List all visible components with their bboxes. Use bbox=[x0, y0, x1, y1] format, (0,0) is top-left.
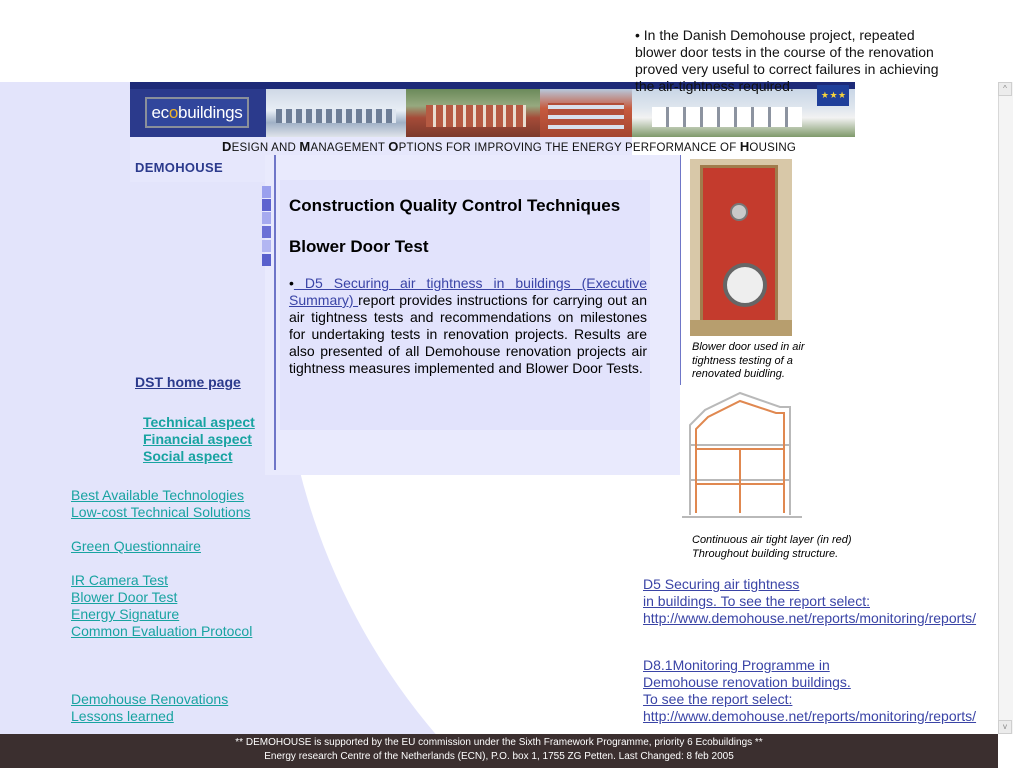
spacer bbox=[71, 674, 252, 691]
photo-detail bbox=[276, 109, 396, 123]
blower-door-caption: Blower door used in air tightness testing of a renovated buidling. bbox=[692, 341, 805, 380]
gauge-icon bbox=[730, 203, 748, 221]
green-questionnaire-link[interactable]: Green Questionnaire bbox=[71, 538, 201, 554]
report-d5-link[interactable]: D5 Securing air tightness bbox=[643, 576, 800, 592]
scroll-up-arrow-icon[interactable]: ^ bbox=[998, 82, 1012, 96]
scroll-down-arrow-icon[interactable]: v bbox=[998, 720, 1012, 734]
tagline-part: PTIONS FOR IMPROVING THE ENERGY PERFORMANCE OF bbox=[398, 142, 740, 154]
ecobuildings-logo[interactable] bbox=[145, 97, 249, 128]
tagline-initial: D bbox=[222, 139, 232, 154]
spacer bbox=[71, 657, 252, 674]
section-title: Blower Door Test bbox=[289, 237, 429, 256]
demohouse-renovations-link[interactable]: Demohouse Renovations bbox=[71, 691, 229, 707]
logo-text-suffix: buildings bbox=[178, 103, 243, 122]
caption-line: Throughout building structure. bbox=[692, 547, 839, 560]
report-d81-block bbox=[643, 657, 976, 725]
aspects-nav bbox=[143, 414, 255, 465]
banner-photo-brick-building bbox=[406, 89, 540, 137]
report-d5-block bbox=[643, 576, 976, 627]
top-note-text: • In the Danish Demohouse project, repeated blower door tests in the course of the renovation proved very useful to correct failures in achieving the air-tightness required. bbox=[635, 27, 939, 94]
banner-photo-modern-building bbox=[266, 89, 406, 137]
lessons-learned-link[interactable]: Lessons learned bbox=[71, 708, 174, 724]
footer-line: Energy research Centre of the Netherlands (ECN), P.O. box 1, 1755 ZG Petten. Last Changed: 8 feb 2005 bbox=[264, 751, 734, 762]
tagline-part: OUSING bbox=[749, 142, 796, 154]
blower-door-test-link[interactable]: Blower Door Test bbox=[71, 589, 178, 605]
best-available-technologies-link[interactable]: Best Available Technologies bbox=[71, 487, 245, 503]
spacer bbox=[71, 555, 252, 572]
vertical-scrollbar[interactable] bbox=[998, 82, 1013, 734]
financial-aspect-link[interactable]: Financial aspect bbox=[143, 431, 252, 447]
report-d5-link[interactable]: in buildings. To see the report select: bbox=[643, 593, 870, 609]
report-d5-url-link[interactable]: http://www.demohouse.net/reports/monitoring/reports/ bbox=[643, 610, 977, 626]
report-d81-link[interactable]: D8.1Monitoring Programme in bbox=[643, 657, 830, 673]
photo-detail bbox=[652, 107, 802, 127]
report-d81-link[interactable]: Demohouse renovation buildings. bbox=[643, 674, 851, 690]
tagline-initial: O bbox=[388, 139, 399, 154]
photo-detail bbox=[548, 103, 624, 129]
blower-door-frame bbox=[700, 165, 778, 333]
page-title: Construction Quality Control Techniques bbox=[289, 196, 621, 215]
page-footer bbox=[0, 734, 998, 768]
decorative-square bbox=[262, 212, 271, 224]
d5-summary-link[interactable]: D5 Securing air tightness in buildings (Executive Summary) bbox=[289, 275, 647, 308]
main-paragraph bbox=[289, 275, 647, 377]
tagline-part: ESIGN AND bbox=[231, 142, 300, 154]
demohouse-label: DEMOHOUSE bbox=[135, 160, 223, 175]
social-aspect-link[interactable]: Social aspect bbox=[143, 448, 233, 464]
tagline-initial: M bbox=[299, 139, 311, 154]
paragraph-text: report provides instructions for carrying out an air tightness tests and recommendations on milestones for undertaking tests in renovation projects. Results are also presented of all Demohouse renovation projects air tightness measures implemented and Blower Door Tests. bbox=[289, 292, 647, 376]
decorative-square bbox=[262, 186, 271, 198]
spacer bbox=[71, 640, 252, 657]
decorative-square bbox=[262, 240, 271, 252]
ir-camera-test-link[interactable]: IR Camera Test bbox=[71, 572, 168, 588]
bullet: • bbox=[289, 275, 294, 291]
eu-flag-icon: ★ ★ ★ bbox=[817, 85, 849, 106]
footer-line: ** DEMOHOUSE is supported by the EU commission under the Sixth Framework Programme, priority 6 Ecobuildings ** bbox=[235, 737, 763, 748]
decorative-square bbox=[262, 254, 271, 266]
energy-signature-link[interactable]: Energy Signature bbox=[71, 606, 180, 622]
decorative-square bbox=[262, 226, 271, 238]
report-d81-url-link[interactable]: http://www.demohouse.net/reports/monitoring/reports/ bbox=[643, 708, 977, 724]
caption-line: Continuous air tight layer (in red) bbox=[692, 534, 852, 546]
technical-aspect-link[interactable]: Technical aspect bbox=[143, 414, 255, 430]
spacer bbox=[71, 521, 252, 538]
photo-floor bbox=[690, 320, 792, 336]
decorative-square bbox=[262, 199, 271, 211]
left-divider bbox=[274, 155, 276, 470]
fan-icon bbox=[723, 263, 767, 307]
photo-detail bbox=[426, 105, 526, 127]
logo-text-prefix: ec bbox=[151, 103, 169, 122]
common-evaluation-protocol-link[interactable]: Common Evaluation Protocol bbox=[71, 623, 253, 639]
banner-photo-apartment bbox=[540, 89, 632, 137]
house-section-diagram bbox=[680, 385, 805, 525]
dst-home-link[interactable]: DST home page bbox=[135, 374, 241, 390]
air-tight-layer-caption bbox=[692, 534, 892, 561]
tagline-part: ANAGEMENT bbox=[310, 142, 389, 154]
report-d81-link[interactable]: To see the report select: bbox=[643, 691, 793, 707]
low-cost-solutions-link[interactable]: Low-cost Technical Solutions bbox=[71, 504, 251, 520]
left-nav-links bbox=[71, 487, 252, 725]
tagline-initial: H bbox=[739, 139, 750, 154]
site-tagline bbox=[222, 139, 796, 154]
logo-text-o: o bbox=[168, 103, 179, 122]
